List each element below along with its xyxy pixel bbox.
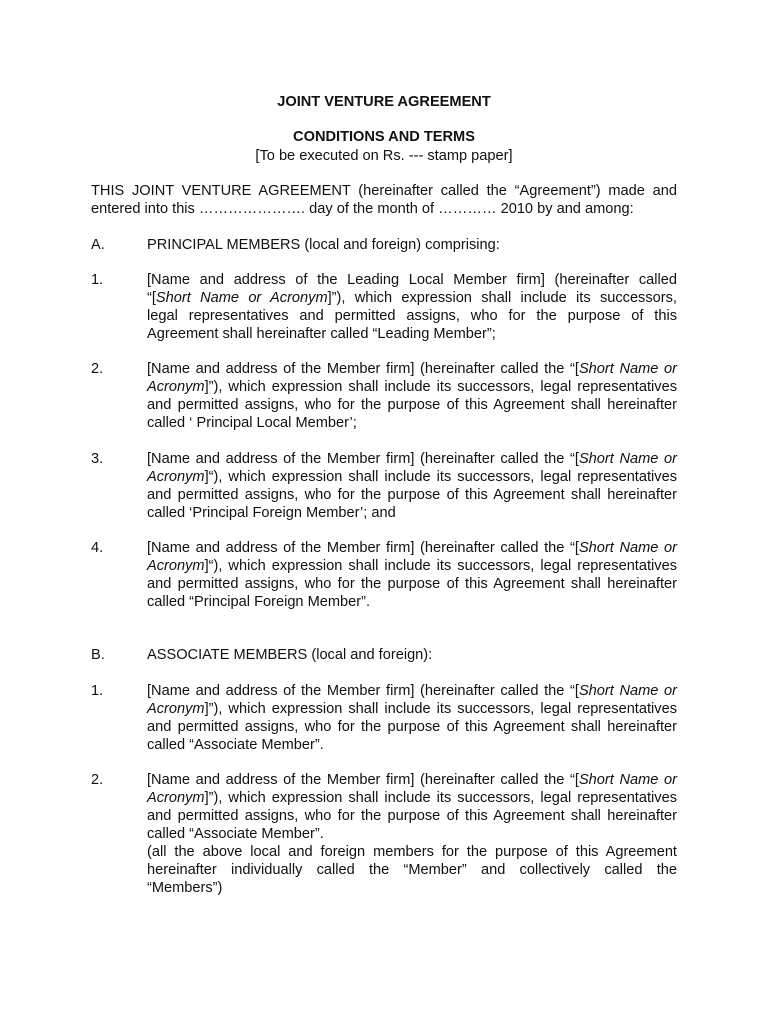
item-line: and permitted assigns, who for the purpose of this Agreement shall hereinafter bbox=[147, 719, 677, 735]
section-b-marker: B. bbox=[91, 647, 105, 663]
item-line: hereinafter individually called the “Member” and collectively called the bbox=[147, 862, 677, 878]
item-line: (all the above local and foreign members for the purpose of this Agreement bbox=[147, 844, 677, 860]
item-line: called “Associate Member”. bbox=[147, 737, 324, 753]
item-line: Acronym]“), which expression shall include its successors, legal representatives bbox=[147, 558, 677, 574]
item-line: called ‘Principal Foreign Member’; and bbox=[147, 505, 396, 521]
list-item-marker: 2. bbox=[91, 772, 104, 788]
item-line: legal representatives and permitted assigns, who for the purpose of this bbox=[147, 308, 677, 324]
item-line: and permitted assigns, who for the purpose of this Agreement shall hereinafter bbox=[147, 397, 677, 413]
section-a-heading: PRINCIPAL MEMBERS (local and foreign) comprising: bbox=[147, 237, 500, 253]
item-line: called “Principal Foreign Member”. bbox=[147, 594, 371, 610]
document-subtitle: CONDITIONS AND TERMS bbox=[293, 129, 475, 145]
list-item bbox=[147, 271, 677, 343]
list-item bbox=[147, 682, 677, 754]
list-item bbox=[147, 450, 677, 522]
item-line: [Name and address of the Member firm] (hereinafter called the “[Short Name or bbox=[147, 772, 677, 788]
item-line: and permitted assigns, who for the purpose of this Agreement shall hereinafter bbox=[147, 487, 677, 503]
item-line: called ‘ Principal Local Member’; bbox=[147, 415, 357, 431]
item-line: Acronym]”), which expression shall include its successors, legal representatives bbox=[147, 379, 677, 395]
item-line: called “Associate Member”. bbox=[147, 826, 324, 842]
item-line: Agreement shall hereinafter called “Leading Member”; bbox=[147, 326, 496, 342]
section-b-heading: ASSOCIATE MEMBERS (local and foreign): bbox=[147, 647, 433, 663]
item-line: Acronym]“), which expression shall include its successors, legal representatives bbox=[147, 469, 677, 485]
section-a-marker: A. bbox=[91, 237, 105, 253]
list-item bbox=[147, 771, 677, 897]
item-line: “[Short Name or Acronym]”), which expression shall include its successors, bbox=[147, 290, 677, 306]
list-item-marker: 4. bbox=[91, 540, 104, 556]
list-item-marker: 3. bbox=[91, 451, 104, 467]
list-item-marker: 1. bbox=[91, 683, 104, 699]
item-line: Acronym]”), which expression shall include its successors, legal representatives bbox=[147, 790, 677, 806]
intro-line: entered into this …………………. day of the month of ………… 2010 by and among: bbox=[91, 201, 634, 217]
item-line: [Name and address of the Member firm] (hereinafter called the “[Short Name or bbox=[147, 683, 677, 699]
item-line: Acronym]”), which expression shall include its successors, legal representatives bbox=[147, 701, 677, 717]
item-line: and permitted assigns, who for the purpose of this Agreement shall hereinafter bbox=[147, 808, 677, 824]
item-line: [Name and address of the Member firm] (hereinafter called the “[Short Name or bbox=[147, 451, 677, 467]
item-line: “Members”) bbox=[147, 880, 223, 896]
list-item-marker: 1. bbox=[91, 272, 104, 288]
stamp-note: [To be executed on Rs. --- stamp paper] bbox=[255, 148, 513, 164]
document-title: JOINT VENTURE AGREEMENT bbox=[277, 94, 491, 110]
item-line: [Name and address of the Leading Local Member firm] (hereinafter called bbox=[147, 272, 677, 288]
item-line: [Name and address of the Member firm] (hereinafter called the “[Short Name or bbox=[147, 540, 677, 556]
intro-paragraph bbox=[91, 182, 677, 218]
list-item bbox=[147, 360, 677, 432]
list-item bbox=[147, 539, 677, 611]
item-line: [Name and address of the Member firm] (hereinafter called the “[Short Name or bbox=[147, 361, 677, 377]
intro-line: THIS JOINT VENTURE AGREEMENT (hereinafter called the “Agreement”) made and bbox=[91, 183, 677, 199]
item-line: and permitted assigns, who for the purpose of this Agreement shall hereinafter bbox=[147, 576, 677, 592]
list-item-marker: 2. bbox=[91, 361, 104, 377]
